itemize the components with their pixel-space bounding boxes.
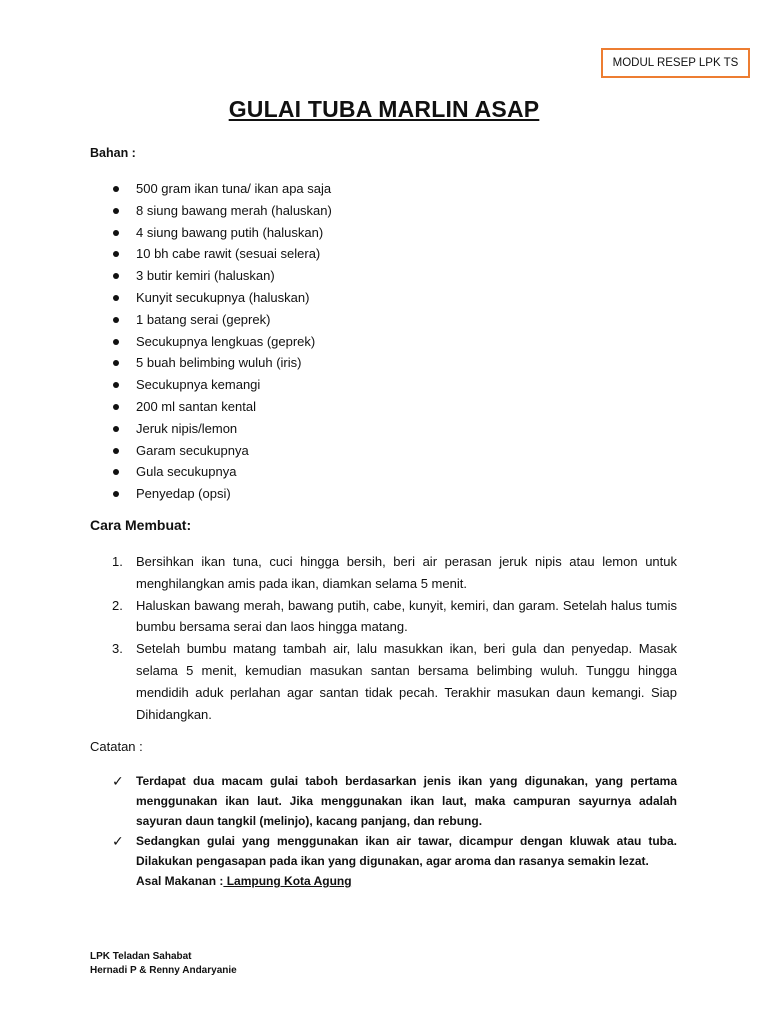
step-number: 3.: [112, 641, 123, 657]
checkmark-icon: ✓: [112, 833, 124, 849]
ingredients-heading: Bahan :: [90, 146, 136, 160]
list-item: Secukupnya kemangi: [90, 374, 332, 396]
ingredients-list: [90, 178, 332, 505]
step-number: 1.: [112, 554, 123, 569]
list-item: 3 butir kemiri (haluskan): [90, 265, 332, 287]
footer: [90, 950, 237, 978]
list-item: 1 batang serai (geprek): [90, 309, 332, 331]
checkmark-icon: ✓: [112, 773, 124, 789]
list-item: 8 siung bawang merah (haluskan): [90, 200, 332, 222]
list-item: 500 gram ikan tuna/ ikan apa saja: [90, 178, 332, 200]
note-item: [90, 831, 677, 891]
page-title: GULAI TUBA MARLIN ASAP: [228, 96, 540, 122]
origin-label: Asal Makanan :: [136, 874, 224, 888]
step-number: 2.: [112, 597, 123, 613]
step-item: [90, 638, 677, 725]
step-text: Bersihkan ikan tuna, cuci hingga bersih, beri air perasan jeruk nipis atau lemon untuk menghilangkan amis pada ikan, diamkan selama 5 menit.: [136, 554, 677, 591]
list-item: Gula secukupnya: [90, 461, 332, 483]
notes-heading: Catatan :: [90, 739, 143, 754]
list-item: Secukupnya lengkuas (geprek): [90, 331, 332, 353]
list-item: Garam secukupnya: [90, 440, 332, 462]
list-item: 10 bh cabe rawit (sesuai selera): [90, 243, 332, 265]
step-item: [90, 551, 677, 595]
note-text: Terdapat dua macam gulai taboh berdasarkan jenis ikan yang digunakan, yang pertama menggunakan ikan laut. Jika menggunakan ikan laut, maka campuran sayurnya adalah sayuran daun tangkil (melinjo), kacang panjang, dan rebung.: [136, 774, 677, 828]
step-text: Setelah bumbu matang tambah air, lalu masukkan ikan, beri gula dan penyedap. Masak selama 5 menit, kemudian masukan santan bersama belimbing wuluh. Tunggu hingga mendidih aduk perlahan agar santan tidak pecah. Terakhir masukan daun kemangi. Siap Dihidangkan.: [136, 641, 677, 722]
list-item: 4 siung bawang putih (haluskan): [90, 222, 332, 244]
note-text: Sedangkan gulai yang menggunakan ikan air tawar, dicampur dengan kluwak atau tuba. Dilakukan pengasapan pada ikan yang digunakan, agar aroma dan rasanya semakin lezat.: [136, 834, 677, 868]
notes-list: [90, 771, 677, 891]
footer-authors: Hernadi P & Renny Andaryanie: [90, 965, 237, 976]
footer-organization: LPK Teladan Sahabat: [90, 951, 192, 962]
step-item: [90, 595, 677, 639]
list-item: Penyedap (opsi): [90, 483, 332, 505]
list-item: Kunyit secukupnya (haluskan): [90, 287, 332, 309]
list-item: Jeruk nipis/lemon: [90, 418, 332, 440]
origin-value: Lampung Kota Agung: [223, 874, 352, 888]
note-item: [90, 771, 677, 831]
module-badge: MODUL RESEP LPK TS: [601, 48, 750, 78]
list-item: 200 ml santan kental: [90, 396, 332, 418]
steps-list: [90, 551, 677, 725]
list-item: 5 buah belimbing wuluh (iris): [90, 352, 332, 374]
method-heading: Cara Membuat:: [90, 517, 192, 533]
step-text: Haluskan bawang merah, bawang putih, cabe, kunyit, kemiri, dan garam. Setelah halus tumis bumbu bersama serai dan laos hingga matang.: [136, 597, 677, 635]
